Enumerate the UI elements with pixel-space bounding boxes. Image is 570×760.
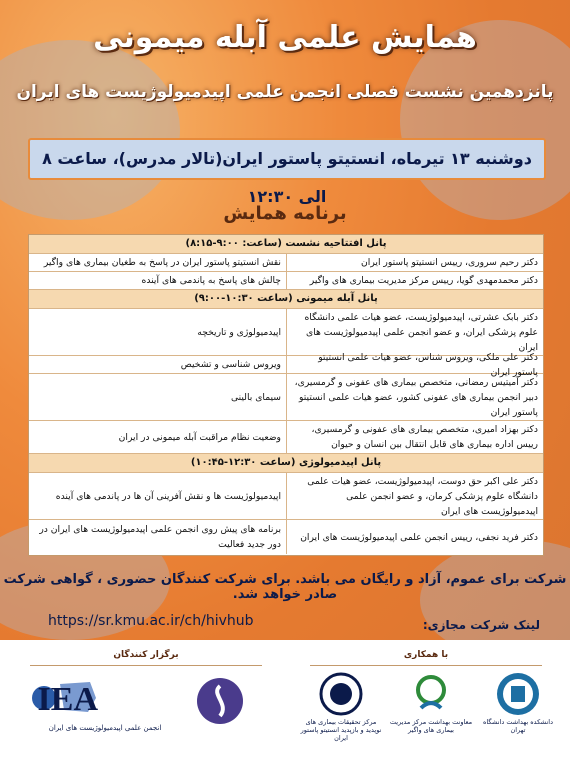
logo-caption: دانشکده بهداشت دانشگاه تهران [483,718,553,734]
pasteur-institute-logo [190,676,250,728]
university-of-tehran-icon [496,672,540,716]
table-row [29,421,543,454]
organizers-heading: برگزار کنندگان [113,650,179,660]
table-row [29,473,543,520]
program-heading: برنامه همایش [223,203,347,224]
topic-cell: سیمای بالینی [230,391,281,403]
logo-caption: انجمن علمی اپیدمیولوژیست های ایران [48,724,162,732]
topic-cell: چالش های پاسخ به پاندمی های آینده [141,275,281,286]
background-decoration [0,40,180,220]
ministry-health-logo [388,672,474,734]
registration-link[interactable]: https://sr.kmu.ac.ir/ch/hivhub [48,613,254,629]
divider [30,665,262,666]
topic-cell: نقش انستیتو پاستور ایران در پاسخ به طغیان بیماری های واگیر [43,257,281,268]
registration-label: لینک شرکت مجازی: [422,618,540,632]
pasteur-institute-icon [195,676,245,726]
speaker-cell: دکتر بابک عشرتی، اپیدمیولوژیست، عضو هیات علمی دانشگاه علوم پزشکی ایران، و عضو انجمن علمی اپیدمیولوژیست های ایران [286,309,543,355]
university-of-tehran-logo [478,672,558,734]
table-row [29,374,543,421]
iea-logo [30,672,180,732]
divider [310,665,542,666]
speaker-cell: دکتر علی ملکی، ویروس شناس، عضو هیات علمی انستیتو پاستور ایران [286,356,543,373]
speaker-cell: دکتر محمدمهدی گویا، رییس مرکز مدیریت بیماری های واگیر [286,272,543,289]
ministry-health-icon [409,672,453,716]
poster-title: همایش علمی آبله میمونی [93,20,477,55]
logo-caption: مرکز تحقیقات بیماری های نوپدید و بازپدید انستیتو پاستور ایران [300,718,382,742]
table-row [29,272,543,290]
table-row [29,254,543,272]
date-venue-bar: دوشنبه ۱۳ تیرماه، انستیتو پاستور ایران(تالار مدرس)، ساعت ۸ الی ۱۲:۳۰ [28,138,546,180]
topic-cell: ویروس شناسی و تشخیص [180,359,281,370]
table-row [29,351,543,378]
speaker-cell: دکتر رحیم سروری، رییس انستیتو پاستور ایران [286,254,543,271]
iea-brand-text: IEA [37,681,98,718]
speaker-cell: دکتر بهزاد امیری، متخصص بیماری های عفونی و گرمسیری، رییس اداره بیماری های قابل انتقال بین انسان و حیوان [286,421,543,453]
speaker-cell: دکتر آمیتیس رمضانی، متخصص بیماری های عفونی و گرمسیری، دبیر انجمن بیماری های عفونی کشور، عضو هیات علمی انستیتو پاستور ایران [286,374,543,420]
iea-icon [30,672,180,722]
topic-cell: وضعیت نظام مراقبت آبله میمونی در ایران [118,431,281,443]
participation-notice: شرکت برای عموم، آزاد و رایگان می باشد. برای شرکت کنندگان حضوری ، گواهی شرکت صادر خواهد شد. [3,572,567,602]
panel-heading: پانل اپیدمیولوژی (ساعت ۱۲:۳۰-۱۰:۴۵) [29,454,543,473]
poster-subtitle: پانزدهمین نشست فصلی انجمن علمی اپیدمیولوژیست های ایران [16,82,554,102]
table-row [29,520,543,554]
logo-caption: معاونت بهداشت مرکز مدیریت بیماری های واگیر [389,718,473,734]
topic-cell: برنامه های پیش روی انجمن علمی اپیدمیولوژیست های ایران در دور جدید فعالیت [39,524,281,550]
speaker-cell: دکتر فرید نجفی، رییس انجمن علمی اپیدمیولوژیست های ایران [286,520,543,554]
panel-heading: پانل افتتاحیه نشست (ساعت: ۹:۰۰-۸:۱۵) [29,235,543,254]
collaborators-heading: با همکاری [403,650,449,660]
research-center-icon [319,672,363,716]
pasteur-research-center-logo [298,672,384,742]
topic-cell: اپیدمیولوژیست ها و نقش آفرینی آن ها در پاندمی های آینده [55,490,281,502]
schedule-table [28,234,544,556]
speaker-cell: دکتر علی اکبر حق دوست، اپیدمیولوژیست، عضو هیات علمی دانشگاه علوم پزشکی کرمان، و عضو انجمن علمی اپیدمیولوژیست های ایران [286,473,543,519]
topic-cell: اپیدمیولوژی و تاریخچه [197,326,281,338]
panel-heading: پانل آبله میمونی (ساعت ۱۰:۳۰-۹:۰۰) [29,290,543,309]
